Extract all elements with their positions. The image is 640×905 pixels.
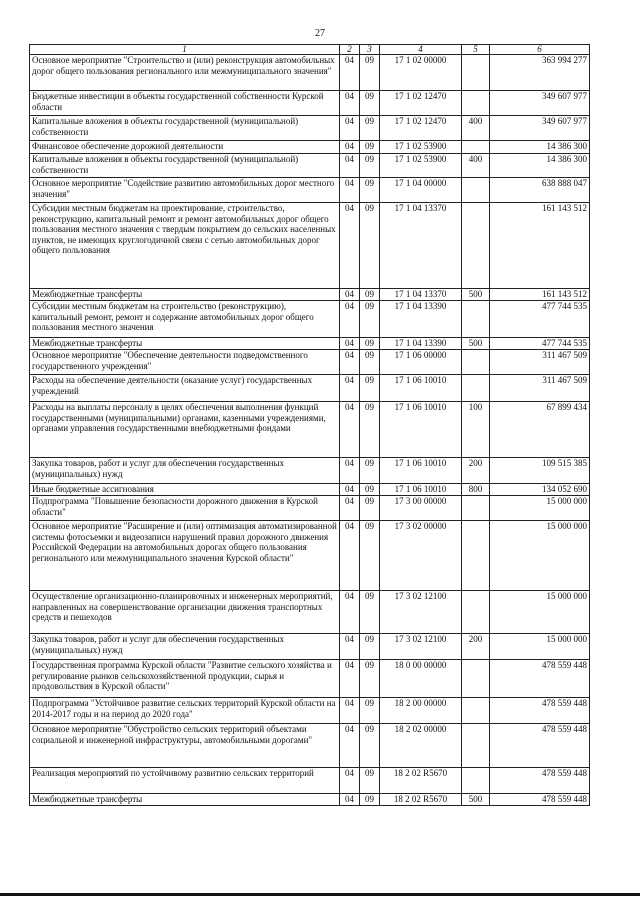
row-target-article-cell: 17 1 06 00000 [380, 350, 462, 375]
row-subsection-cell: 09 [360, 660, 380, 698]
table-row [30, 338, 590, 350]
table-row [30, 289, 590, 301]
row-section-cell: 04 [340, 496, 360, 521]
row-expense-type-cell [462, 698, 490, 724]
row-name-cell: Иные бюджетные ассигнования [30, 484, 340, 496]
row-subsection-cell: 09 [360, 338, 380, 350]
row-subsection-cell: 09 [360, 698, 380, 724]
row-subsection-cell: 09 [360, 289, 380, 301]
row-amount-cell: 14 386 300 [490, 141, 590, 154]
row-section-cell: 04 [340, 350, 360, 375]
row-name-cell: Межбюджетные трансферты [30, 794, 340, 806]
row-expense-type-cell: 200 [462, 458, 490, 484]
header-cell-subsection: 3 [360, 45, 380, 55]
row-subsection-cell: 09 [360, 55, 380, 91]
row-section-cell: 04 [340, 203, 360, 289]
row-section-cell: 04 [340, 154, 360, 178]
row-expense-type-cell [462, 375, 490, 402]
row-target-article-cell: 18 2 02 R5670 [380, 768, 462, 794]
row-subsection-cell: 09 [360, 178, 380, 203]
row-section-cell: 04 [340, 338, 360, 350]
table-row [30, 698, 590, 724]
row-section-cell: 04 [340, 402, 360, 458]
row-expense-type-cell: 500 [462, 289, 490, 301]
table-row [30, 402, 590, 458]
row-name-cell: Финансовое обеспечение дорожной деятельности [30, 141, 340, 154]
row-expense-type-cell: 500 [462, 794, 490, 806]
row-amount-cell: 477 744 535 [490, 338, 590, 350]
row-expense-type-cell: 100 [462, 402, 490, 458]
row-name-cell: Основное мероприятие "Строительство и (или) реконструкция автомобильных дорог общего пользования регионального или межмуниципального значения" [30, 55, 340, 91]
row-amount-cell: 15 000 000 [490, 634, 590, 660]
row-section-cell: 04 [340, 794, 360, 806]
row-target-article-cell: 17 1 06 10010 [380, 375, 462, 402]
row-amount-cell: 349 607 977 [490, 91, 590, 116]
row-name-cell: Закупка товаров, работ и услуг для обеспечения государственных (муниципальных) нужд [30, 634, 340, 660]
row-name-cell: Государственная программа Курской области "Развитие сельского хозяйства и регулирование рынков сельскохозяйственной продукции, сырья и продовольствия в Курской области" [30, 660, 340, 698]
row-name-cell: Основное мероприятие "Расширение и (или) оптимизация автоматизированной системы фотосъемки и видеозаписи нарушений правил дорожного движения Российской Федерации на автомобильных дорогах общего пользования регионального или межмуниципального значения Курской области" [30, 521, 340, 591]
row-name-cell: Капитальные вложения в объекты государственной (муниципальной) собственности [30, 116, 340, 141]
row-expense-type-cell [462, 55, 490, 91]
table-row [30, 203, 590, 289]
header-cell-expense-type: 5 [462, 45, 490, 55]
row-amount-cell: 478 559 448 [490, 660, 590, 698]
row-expense-type-cell [462, 521, 490, 591]
row-section-cell: 04 [340, 768, 360, 794]
row-name-cell: Подпрограмма "Устойчивое развитие сельских территорий Курской области на 2014-2017 годы и на период до 2020 года" [30, 698, 340, 724]
row-subsection-cell: 09 [360, 484, 380, 496]
row-amount-cell: 67 899 434 [490, 402, 590, 458]
row-amount-cell: 14 386 300 [490, 154, 590, 178]
row-section-cell: 04 [340, 375, 360, 402]
row-section-cell: 04 [340, 634, 360, 660]
page-number: 27 [315, 28, 325, 39]
row-target-article-cell: 17 1 04 13370 [380, 203, 462, 289]
row-target-article-cell: 18 2 00 00000 [380, 698, 462, 724]
table-row [30, 91, 590, 116]
row-subsection-cell: 09 [360, 141, 380, 154]
row-target-article-cell: 17 1 06 10010 [380, 458, 462, 484]
table-row [30, 484, 590, 496]
row-name-cell: Реализация мероприятий по устойчивому развитию сельских территорий [30, 768, 340, 794]
table-row [30, 154, 590, 178]
header-row [30, 45, 590, 55]
row-expense-type-cell: 400 [462, 154, 490, 178]
row-target-article-cell: 17 3 00 00000 [380, 496, 462, 521]
row-target-article-cell: 18 2 02 R5670 [380, 794, 462, 806]
row-subsection-cell: 09 [360, 521, 380, 591]
row-section-cell: 04 [340, 116, 360, 141]
header-cell-amount: 6 [490, 45, 590, 55]
row-subsection-cell: 09 [360, 91, 380, 116]
row-amount-cell: 109 515 385 [490, 458, 590, 484]
row-name-cell: Расходы на обеспечение деятельности (оказание услуг) государственных учреждений [30, 375, 340, 402]
row-target-article-cell: 17 3 02 12100 [380, 634, 462, 660]
row-target-article-cell: 17 1 04 00000 [380, 178, 462, 203]
row-expense-type-cell: 800 [462, 484, 490, 496]
row-target-article-cell: 17 3 02 12100 [380, 591, 462, 634]
row-subsection-cell: 09 [360, 496, 380, 521]
row-expense-type-cell [462, 591, 490, 634]
row-expense-type-cell [462, 660, 490, 698]
row-section-cell: 04 [340, 55, 360, 91]
row-expense-type-cell [462, 141, 490, 154]
row-amount-cell: 478 559 448 [490, 794, 590, 806]
row-amount-cell: 161 143 512 [490, 289, 590, 301]
row-target-article-cell: 17 1 02 00000 [380, 55, 462, 91]
row-subsection-cell: 09 [360, 116, 380, 141]
header-cell-target-article: 4 [380, 45, 462, 55]
row-expense-type-cell: 500 [462, 338, 490, 350]
row-target-article-cell: 17 1 06 10010 [380, 484, 462, 496]
row-amount-cell: 478 559 448 [490, 698, 590, 724]
row-section-cell: 04 [340, 178, 360, 203]
row-section-cell: 04 [340, 289, 360, 301]
row-expense-type-cell [462, 724, 490, 768]
row-amount-cell: 478 559 448 [490, 724, 590, 768]
row-section-cell: 04 [340, 698, 360, 724]
row-name-cell: Основное мероприятие "Обеспечение деятельности подведомственного государственного учреждения" [30, 350, 340, 375]
row-subsection-cell: 09 [360, 458, 380, 484]
row-name-cell: Межбюджетные трансферты [30, 338, 340, 350]
row-name-cell: Бюджетные инвестиции в объекты государственной собственности Курской области [30, 91, 340, 116]
row-amount-cell: 161 143 512 [490, 203, 590, 289]
row-expense-type-cell [462, 768, 490, 794]
row-subsection-cell: 09 [360, 154, 380, 178]
row-target-article-cell: 17 1 02 53900 [380, 141, 462, 154]
row-section-cell: 04 [340, 591, 360, 634]
row-name-cell: Осуществление организационно-планировочных и инженерных мероприятий, направленных на совершенствование организации движения транспортных средств и пешеходов [30, 591, 340, 634]
row-name-cell: Подпрограмма "Повышение безопасности дорожного движения в Курской области" [30, 496, 340, 521]
header-cell-section: 2 [340, 45, 360, 55]
row-expense-type-cell [462, 350, 490, 375]
row-subsection-cell: 09 [360, 768, 380, 794]
table-row [30, 794, 590, 806]
budget-table [29, 44, 590, 806]
row-subsection-cell: 09 [360, 375, 380, 402]
table-row [30, 496, 590, 521]
table-row [30, 521, 590, 591]
row-amount-cell: 349 607 977 [490, 116, 590, 141]
row-target-article-cell: 17 1 02 53900 [380, 154, 462, 178]
row-expense-type-cell: 400 [462, 116, 490, 141]
row-target-article-cell: 17 1 06 10010 [380, 402, 462, 458]
table-row [30, 660, 590, 698]
table-row [30, 350, 590, 375]
row-section-cell: 04 [340, 521, 360, 591]
row-target-article-cell: 17 1 04 13390 [380, 338, 462, 350]
row-subsection-cell: 09 [360, 634, 380, 660]
row-amount-cell: 15 000 000 [490, 521, 590, 591]
table-row [30, 301, 590, 338]
row-target-article-cell: 18 0 00 00000 [380, 660, 462, 698]
row-target-article-cell: 17 1 04 13390 [380, 301, 462, 338]
table-row [30, 55, 590, 91]
header-cell-name: 1 [30, 45, 340, 55]
row-section-cell: 04 [340, 660, 360, 698]
row-target-article-cell: 17 1 02 12470 [380, 116, 462, 141]
table-row [30, 591, 590, 634]
row-amount-cell: 638 888 047 [490, 178, 590, 203]
table-row [30, 634, 590, 660]
row-expense-type-cell [462, 496, 490, 521]
row-name-cell: Закупка товаров, работ и услуг для обеспечения государственных (муниципальных) нужд [30, 458, 340, 484]
row-target-article-cell: 17 1 02 12470 [380, 91, 462, 116]
row-expense-type-cell [462, 301, 490, 338]
row-expense-type-cell [462, 91, 490, 116]
row-amount-cell: 478 559 448 [490, 768, 590, 794]
row-section-cell: 04 [340, 484, 360, 496]
row-expense-type-cell: 200 [462, 634, 490, 660]
row-section-cell: 04 [340, 91, 360, 116]
row-subsection-cell: 09 [360, 203, 380, 289]
row-subsection-cell: 09 [360, 402, 380, 458]
table-row [30, 141, 590, 154]
row-expense-type-cell [462, 178, 490, 203]
row-subsection-cell: 09 [360, 301, 380, 338]
row-section-cell: 04 [340, 301, 360, 338]
row-subsection-cell: 09 [360, 794, 380, 806]
row-amount-cell: 15 000 000 [490, 591, 590, 634]
row-target-article-cell: 17 3 02 00000 [380, 521, 462, 591]
row-name-cell: Капитальные вложения в объекты государственной (муниципальной) собственности [30, 154, 340, 178]
row-amount-cell: 311 467 509 [490, 350, 590, 375]
row-subsection-cell: 09 [360, 350, 380, 375]
table-row [30, 116, 590, 141]
table-row [30, 458, 590, 484]
row-subsection-cell: 09 [360, 591, 380, 634]
row-name-cell: Расходы на выплаты персоналу в целях обеспечения выполнения функций государственными (муниципальными) органами, казенными учреждениями, органами управления государственными внебюджетными фондами [30, 402, 340, 458]
row-name-cell: Субсидии местным бюджетам на проектирование, строительство, реконструкцию, капитальный ремонт и ремонт автомобильных дорог общего пользования местного значения с твердым покрытием до сельских населенных пунктов, не имеющих круглогодичной связи с сетью автомобильных дорог общего пользования [30, 203, 340, 289]
row-target-article-cell: 18 2 02 00000 [380, 724, 462, 768]
row-name-cell: Субсидии местным бюджетам на строительство (реконструкцию), капитальный ремонт, ремонт и содержание автомобильных дорог общего пользования местного значения [30, 301, 340, 338]
row-section-cell: 04 [340, 458, 360, 484]
table-row [30, 768, 590, 794]
row-amount-cell: 311 467 509 [490, 375, 590, 402]
page-bottom-rule [0, 893, 640, 896]
row-target-article-cell: 17 1 04 13370 [380, 289, 462, 301]
row-amount-cell: 134 052 690 [490, 484, 590, 496]
row-name-cell: Основное мероприятие "Обустройство сельских территорий объектами социальной и инженерной инфраструктуры, автомобильными дорогами" [30, 724, 340, 768]
row-amount-cell: 363 994 277 [490, 55, 590, 91]
row-name-cell: Основное мероприятие "Содействие развитию автомобильных дорог местного значения" [30, 178, 340, 203]
table-row [30, 724, 590, 768]
table-row [30, 375, 590, 402]
row-section-cell: 04 [340, 724, 360, 768]
table-row [30, 178, 590, 203]
row-subsection-cell: 09 [360, 724, 380, 768]
row-section-cell: 04 [340, 141, 360, 154]
row-amount-cell: 15 000 000 [490, 496, 590, 521]
row-expense-type-cell [462, 203, 490, 289]
row-name-cell: Межбюджетные трансферты [30, 289, 340, 301]
row-amount-cell: 477 744 535 [490, 301, 590, 338]
